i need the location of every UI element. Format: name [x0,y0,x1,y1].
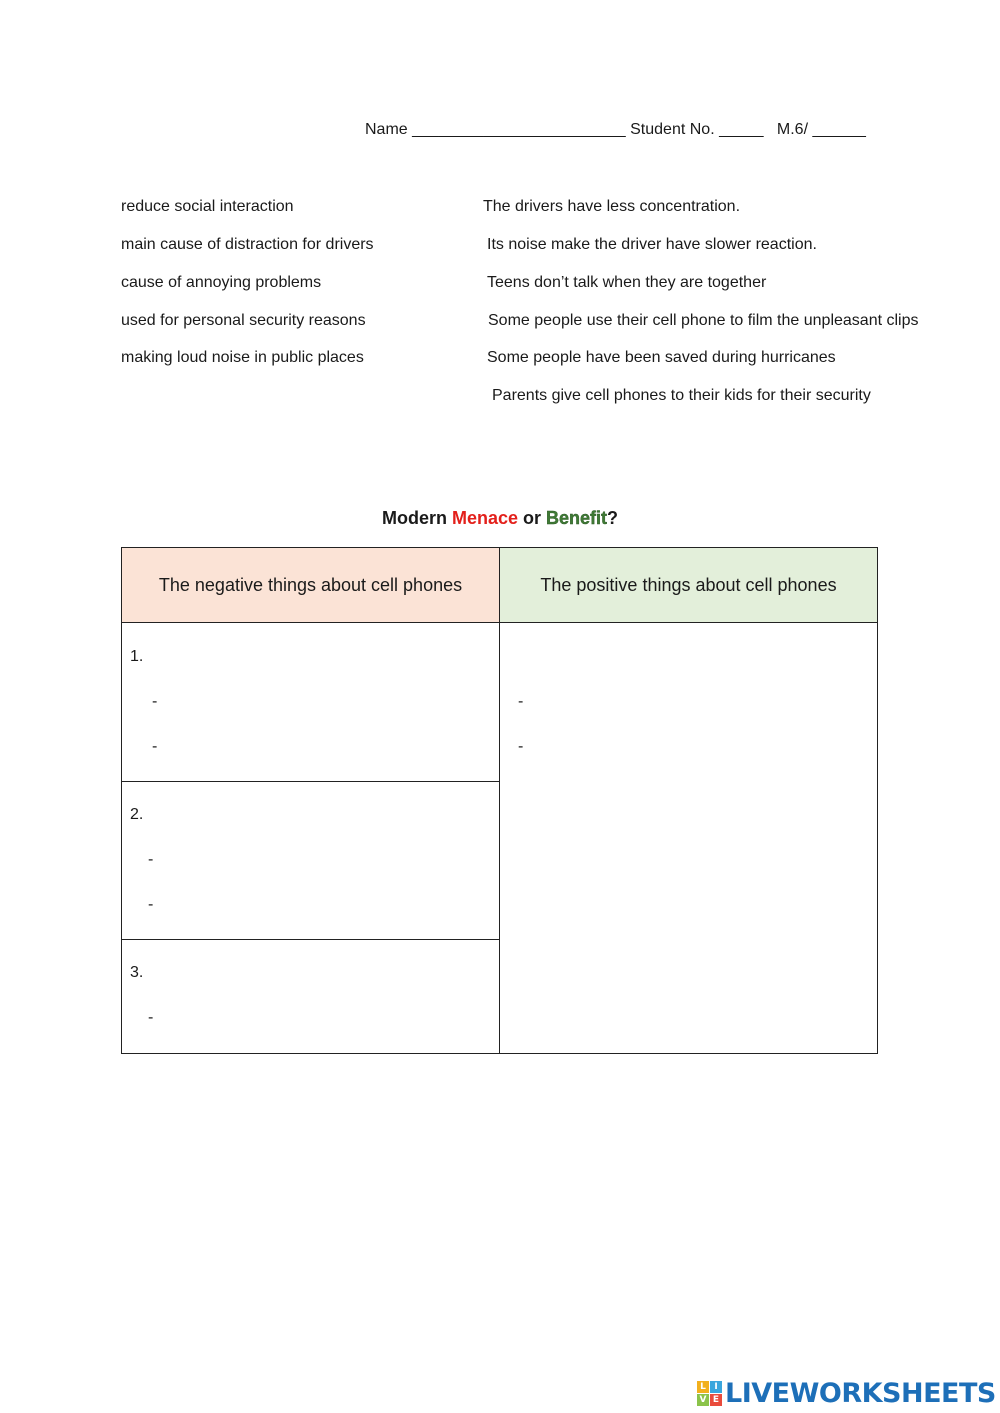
negative-1-dash-2: - [152,738,158,755]
positive-dash-2: - [518,738,524,755]
negative-cell-3[interactable] [122,940,500,1053]
left-phrase-3: cause of annoying problems [121,274,322,291]
title-part-or: or [518,508,547,528]
logo-mark-letter-3: V [697,1394,709,1406]
student-info-line: Name ________________________ Student No. _____ M.6/ ______ [365,121,866,138]
right-phrase-4: Some people use their cell phone to film the unpleasant clips [488,312,919,329]
negative-1-dash-1: - [152,693,158,710]
right-phrase-3: Teens don’t talk when they are together [487,274,767,291]
positive-header-text: The positive things about cell phones [540,574,837,595]
title-part-modern: Modern [381,508,452,528]
left-phrase-2: main cause of distraction for drivers [121,236,374,253]
logo-mark-letter-2: I [710,1381,722,1393]
positive-header-cell [500,548,877,623]
logo-mark-letter-1: L [697,1381,709,1393]
title-question-mark: ? [607,508,619,528]
positive-cell[interactable] [500,623,877,1053]
title-menace: Menace [451,508,518,528]
title-benefit: Benefit [546,508,608,528]
left-phrase-4: used for personal security reasons [121,312,366,329]
liveworksheets-logo [697,1378,996,1408]
liveworksheets-logo-text: LIVEWORKSHEETS [725,1377,996,1409]
liveworksheets-logo-icon [697,1381,722,1406]
negative-number-1: 1. [130,648,144,665]
left-phrase-1: reduce social interaction [121,198,294,215]
logo-mark-letter-4: E [710,1394,722,1406]
right-phrase-1: The drivers have less concentration. [483,198,741,215]
negative-number-2: 2. [130,806,144,823]
negative-number-3: 3. [130,964,144,981]
negative-header-cell [122,548,500,623]
negative-2-dash-2: - [148,896,154,913]
left-phrase-5: making loud noise in public places [121,349,364,366]
menace-benefit-table [121,547,878,1054]
negative-cell-1[interactable] [122,623,500,782]
negative-3-dash-1: - [148,1009,154,1026]
right-phrase-2: Its noise make the driver have slower reaction. [487,236,817,253]
worksheet-title [0,508,1000,529]
right-phrase-5: Some people have been saved during hurricanes [487,349,836,366]
negative-header-text: The negative things about cell phones [158,574,463,595]
negative-2-dash-1: - [148,851,154,868]
negative-cell-2[interactable] [122,782,500,940]
positive-dash-1: - [518,693,524,710]
right-phrase-6: Parents give cell phones to their kids for their security [492,387,871,404]
